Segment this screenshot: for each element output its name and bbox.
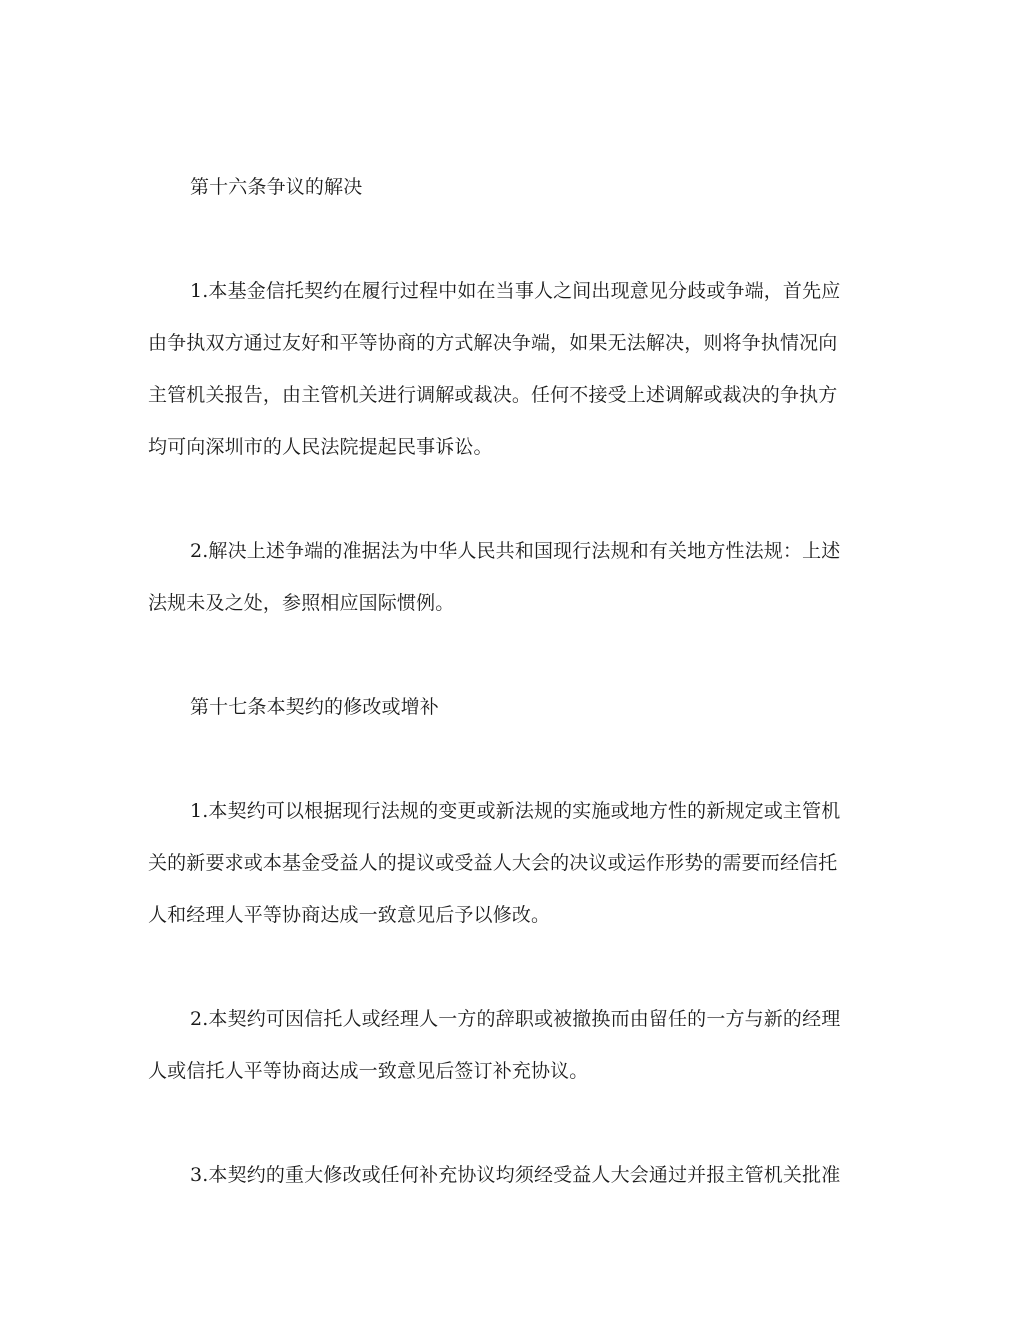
section-17-heading: 第十七条本契约的修改或增补 [190, 696, 439, 718]
section-16-clause-1-line-1: 1.本基金信托契约在履行过程中如在当事人之间出现意见分歧或争端，首先应 [190, 280, 841, 302]
section-16-clause-1-line-3: 主管机关报告，由主管机关进行调解或裁决。任何不接受上述调解或裁决的争执方 [148, 384, 838, 406]
section-16-clause-1-line-2: 由争执双方通过友好和平等协商的方式解决争端，如果无法解决，则将争执情况向 [148, 332, 838, 354]
section-16-heading: 第十六条争议的解决 [190, 176, 363, 198]
section-17-clause-3-line-1: 3.本契约的重大修改或任何补充协议均须经受益人大会通过并报主管机关批准 [190, 1164, 841, 1186]
section-17-clause-1-line-1: 1.本契约可以根据现行法规的变更或新法规的实施或地方性的新规定或主管机 [190, 800, 841, 822]
section-17-clause-2-line-1: 2.本契约可因信托人或经理人一方的辞职或被撤换而由留任的一方与新的经理 [190, 1008, 841, 1030]
section-16-clause-2-line-1: 2.解决上述争端的准据法为中华人民共和国现行法规和有关地方性法规：上述 [190, 540, 841, 562]
section-17-clause-1-line-3: 人和经理人平等协商达成一致意见后予以修改。 [148, 904, 551, 926]
section-16-clause-2-line-2: 法规未及之处，参照相应国际惯例。 [148, 592, 455, 614]
section-17-clause-2-line-2: 人或信托人平等协商达成一致意见后签订补充协议。 [148, 1060, 589, 1082]
section-16-clause-1-line-4: 均可向深圳市的人民法院提起民事诉讼。 [148, 436, 493, 458]
section-17-clause-1-line-2: 关的新要求或本基金受益人的提议或受益人大会的决议或运作形势的需要而经信托 [148, 852, 838, 874]
